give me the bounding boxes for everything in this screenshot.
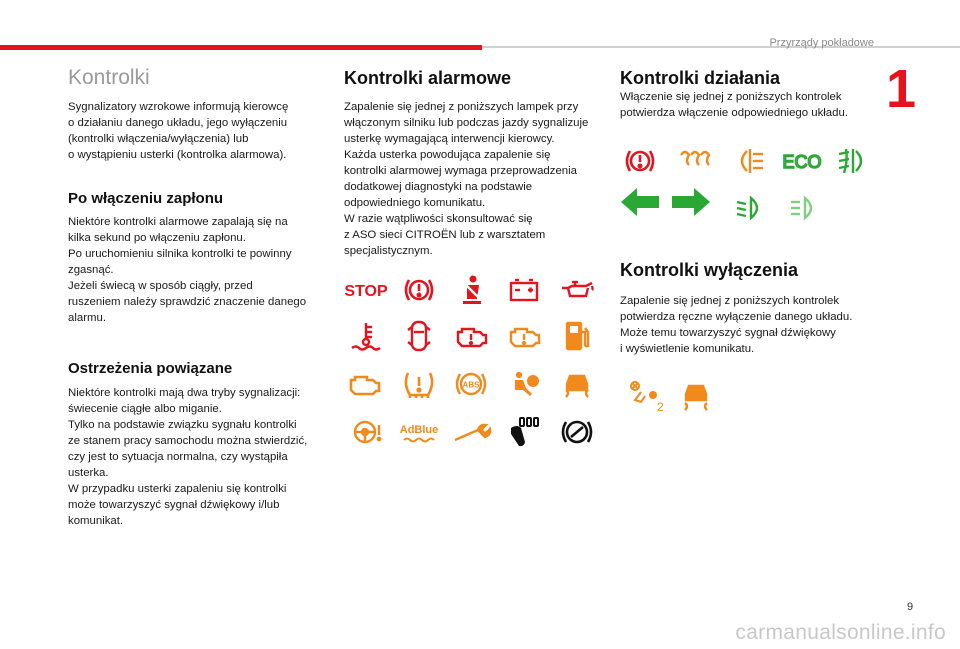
warning-lights-heading: Kontrolki alarmowe: [344, 68, 512, 88]
header-red-bar: [0, 45, 482, 50]
parking-brake-icon: [558, 416, 596, 448]
svg-text:2: 2: [657, 400, 664, 414]
intro-paragraph: Sygnalizatory wzrokowe informują kierowcę o działaniu danego układu, jego wyłączeniu (kontrolki włączenia/wyłączenia) lub o wystąpieniu usterki (kontrolka alarmowa).: [68, 101, 289, 161]
dipped-beam-light-icon: [785, 192, 823, 224]
page-title: Kontrolki: [68, 66, 150, 89]
airbag-icon: [505, 368, 543, 400]
warnings-paragraph: Niektóre kontrolki mają dwa tryby sygnalizacji: świecenie ciągłe albo miganie. Tylko na podstawie związku sygnału kontrolki ze stanem pracy samochodu można stwierdzić, czy jest to sytuacja normalna, czy wystąpiła usterka. W przypadku usterki zapaleniu się kontrolki może towarzyszyć sygnał dźwiękowy i/lub komunikat.: [68, 387, 308, 527]
ignition-paragraph: Niektóre kontrolki alarmowe zapalają się na kilka sekund po włączeniu zapłonu. Po uruchomieniu silnika kontrolki te powinny zgasnąć. Jeżeli świecą w sposób ciągły, przed ruszeniem należy sprawdzić znaczenie danego alarmu.: [68, 216, 307, 324]
page-number: 9: [907, 601, 914, 613]
watermark: carmanualsonline.info: [735, 621, 946, 644]
ignition-heading: Po włączeniu zapłonu: [68, 190, 224, 207]
svg-text:AdBlue: AdBlue: [399, 424, 439, 436]
front-fog-light-icon: [834, 145, 872, 177]
tyre-pressure-icon: [400, 368, 438, 400]
service-wrench-icon: [452, 416, 490, 448]
section-title: Przyrządy pokładowe: [769, 37, 874, 49]
steering-icon: [347, 416, 385, 448]
esp-off-icon: [677, 378, 715, 414]
left-indicator-icon: [619, 185, 661, 219]
svg-text:ECO: ECO: [782, 152, 822, 172]
off-lights-paragraph: Zapalenie się jednej z poniższych kontrolek potwierdza ręczne wyłączenie danego układu. Może temu towarzyszyć sygnał dźwiękowy i wyświetlenie komunikatu.: [620, 295, 853, 355]
engine-amber-icon: [347, 368, 385, 400]
door-open-icon: [400, 320, 438, 352]
battery-icon: [505, 274, 543, 306]
engine-fault-amber-icon: [505, 320, 543, 352]
function-lights-heading: Kontrolki działania: [620, 68, 781, 88]
airbag-off-icon: [625, 378, 667, 414]
foot-on-brake-icon: [505, 416, 543, 448]
adblue-icon: [400, 416, 438, 448]
svg-text:ABS: ABS: [462, 380, 480, 390]
rear-fog-light-icon: [731, 145, 769, 177]
eco-icon: [780, 145, 824, 177]
warnings-heading: Ostrzeżenia powiązane: [68, 360, 233, 377]
glow-plug-icon: [676, 145, 714, 177]
fuel-level-icon: [558, 320, 596, 352]
stop-icon: [344, 274, 388, 306]
abs-icon: [452, 368, 490, 400]
warning-lights-paragraph: Zapalenie się jednej z poniższych lampek przy włączonym silniku lub podczas jazdy sygnalizuje usterkę wymagającą interwencji kierowcy. Każda usterka powodująca zapalenie się kontrolki alarmowej wymaga przeprowadzenia dodatkowej diagnostyki na podstawie odpowiedniego komunikatu. W razie wątpliwości skonsultować się z ASO sieci CITROËN lub z warsztatem specjalistycznym.: [344, 101, 589, 257]
function-lights-paragraph: Włączenie się jednej z poniższych kontrolek potwierdza włączenie odpowiedniego układu.: [620, 91, 848, 119]
dipped-beam-icon: [731, 192, 769, 224]
coolant-temperature-icon: [347, 320, 385, 352]
off-lights-heading: Kontrolki wyłączenia: [620, 260, 799, 280]
oil-pressure-icon: [558, 274, 596, 306]
brake-warning-icon: [400, 274, 438, 306]
right-indicator-icon: [670, 185, 712, 219]
svg-text:STOP: STOP: [344, 283, 388, 300]
chapter-number: 1: [885, 59, 916, 119]
header-grey-rule: [482, 46, 960, 48]
seatbelt-icon: [452, 274, 490, 306]
engine-fault-icon: [452, 320, 490, 352]
brake-red-icon: [621, 145, 659, 177]
esp-icon: [558, 368, 596, 400]
